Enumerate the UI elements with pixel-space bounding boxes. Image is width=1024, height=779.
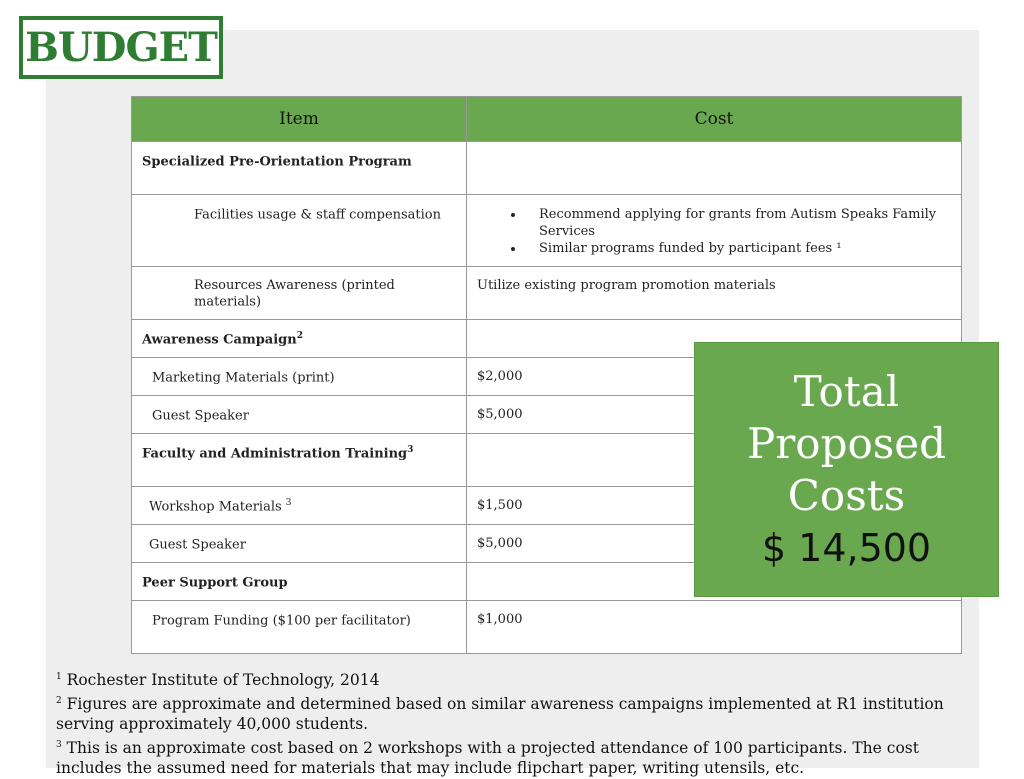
total-amount: $ 14,500 [761, 525, 932, 570]
title-box [19, 16, 223, 79]
footnote-1: $^1$ Rochester Institute of Technology, 2014 [56, 671, 380, 690]
section-label: Peer Support Group [132, 563, 467, 601]
table-row [132, 195, 962, 267]
total-proposed-costs-box [694, 342, 999, 597]
footnote-2: $^2$ Figures are approximate and determined based on similar awareness campaigns implemented at R1 institution serving approximately 40,000 students. [56, 694, 944, 734]
cost-cell [467, 142, 962, 195]
item-cell: Resources Awareness (printed materials) [132, 267, 467, 320]
table-row [132, 267, 962, 320]
table-row [132, 601, 962, 654]
footnotes [56, 667, 986, 779]
header-cost: Cost [467, 97, 962, 142]
cost-cell: $1,500 [467, 487, 962, 525]
item-cell: Guest Speaker [132, 525, 467, 563]
page-title: BUDGET [25, 24, 217, 71]
table-row [132, 142, 962, 195]
section-label: Specialized Pre-Orientation Program [132, 142, 467, 195]
list-item: • Similar programs funded by participant fees ¹ [525, 240, 951, 257]
item-cell: Guest Speaker [132, 396, 467, 434]
item-cell: Marketing Materials (print) [132, 358, 467, 396]
cost-cell [467, 195, 962, 267]
item-cell: Facilities usage & staff compensation [132, 195, 467, 267]
item-cell: Workshop Materials $^3$ [132, 487, 467, 525]
table-header-row [132, 97, 962, 142]
total-line-1: Total [793, 366, 900, 416]
total-line-2: Proposed [746, 418, 947, 468]
list-item: • Recommend applying for grants from Autism Speaks Family Services [525, 206, 951, 240]
item-cell: Program Funding ($100 per facilitator) [132, 601, 467, 654]
cost-cell: $1,000 [467, 601, 962, 654]
total-line-3: Costs [787, 470, 906, 520]
cost-cell: $2,000 [467, 358, 962, 396]
cost-cell: $5,000 [467, 525, 962, 563]
section-label: Faculty and Administration Training$^3$ [132, 434, 467, 487]
cost-bullet-list [477, 206, 951, 257]
section-label: Awareness Campaign$^2$ [132, 320, 467, 358]
cost-cell: Utilize existing program promotion materials [467, 267, 962, 320]
header-item: Item [132, 97, 467, 142]
cost-cell: $5,000 [467, 396, 962, 434]
footnote-3: $^3$ This is an approximate cost based on 2 workshops with a projected attendance of 100 participants. The cost includes the assumed need for materials that may include flipchart paper, writing utensils, etc. [56, 738, 919, 778]
